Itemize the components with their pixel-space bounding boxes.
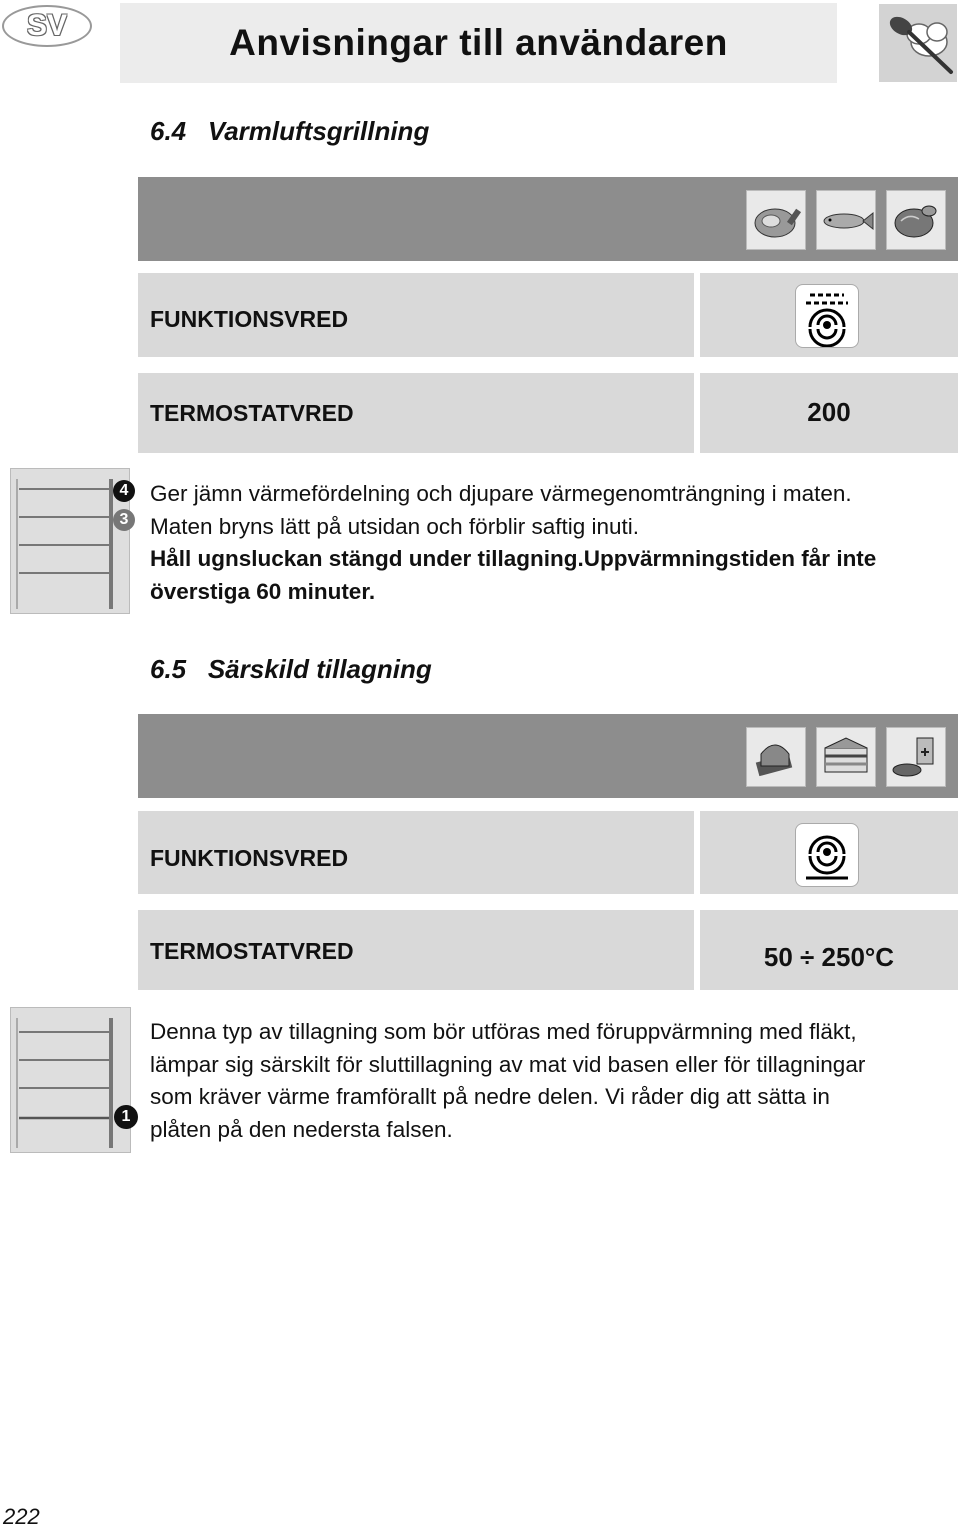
- section-title: Särskild tillagning: [207, 654, 432, 684]
- function-label: FUNKTIONSVRED: [150, 845, 349, 871]
- shelf-number-badge: 1: [114, 1105, 138, 1129]
- description-paragraph: [150, 478, 950, 608]
- text-line: Denna typ av tillagning som bör utföras med föruppvärmning med fläkt,: [150, 1019, 857, 1044]
- cake-icon: [816, 727, 876, 787]
- section-title: Varmluftsgrillning: [207, 116, 430, 146]
- thermostat-value: 200: [807, 397, 851, 427]
- text-line: Maten bryns lätt på utsidan och förblir saftig inuti.: [150, 513, 640, 539]
- bold-text-line: överstiga 60 minuter.: [150, 578, 376, 604]
- thermostat-label: TERMOSTATVRED: [150, 938, 354, 964]
- fish-icon: [816, 190, 876, 250]
- bread-icon: [746, 727, 806, 787]
- ham-icon: [746, 190, 806, 250]
- shelf-number-badge: 4: [113, 480, 135, 502]
- thermostat-value: 50 ÷ 250°C: [763, 942, 895, 972]
- function-label: FUNKTIONSVRED: [150, 306, 349, 332]
- page-title: Anvisningar till användaren: [229, 22, 728, 63]
- language-badge: SV: [2, 5, 92, 47]
- section-number: 6.5: [150, 654, 187, 684]
- text-line: lämpar sig särskilt för sluttillagning av mat vid basen eller för tillagningar: [150, 1051, 866, 1077]
- section-heading: [150, 116, 429, 147]
- thermostat-label: TERMOSTATVRED: [150, 400, 354, 426]
- description-paragraph: [150, 1016, 950, 1146]
- section-number: 6.4: [150, 116, 187, 146]
- section-heading: [150, 654, 432, 685]
- text-line: Ger jämn värmefördelning och djupare värmegenomträngning i maten.: [150, 481, 852, 506]
- oven-rack-image: [10, 468, 130, 614]
- shelf-number-badge: 3: [113, 509, 135, 531]
- text-line: som kräver värme framförallt på nedre delen. Vi råder dig att sätta in: [150, 1084, 830, 1109]
- grill-fan-icon: [795, 284, 859, 348]
- page-number: 222: [3, 1504, 40, 1529]
- roast-chicken-icon: [886, 190, 946, 250]
- chef-hat-spoon-icon: [879, 4, 957, 82]
- text-line: plåten på den nedersta falsen.: [150, 1116, 453, 1142]
- oven-rack-image: [10, 1007, 131, 1153]
- bold-text-line: Håll ugnsluckan stängd under tillagning.Uppvärmningstiden får inte: [150, 546, 877, 571]
- bottom-heat-fan-icon: [795, 823, 859, 887]
- preserves-icon: [886, 727, 946, 787]
